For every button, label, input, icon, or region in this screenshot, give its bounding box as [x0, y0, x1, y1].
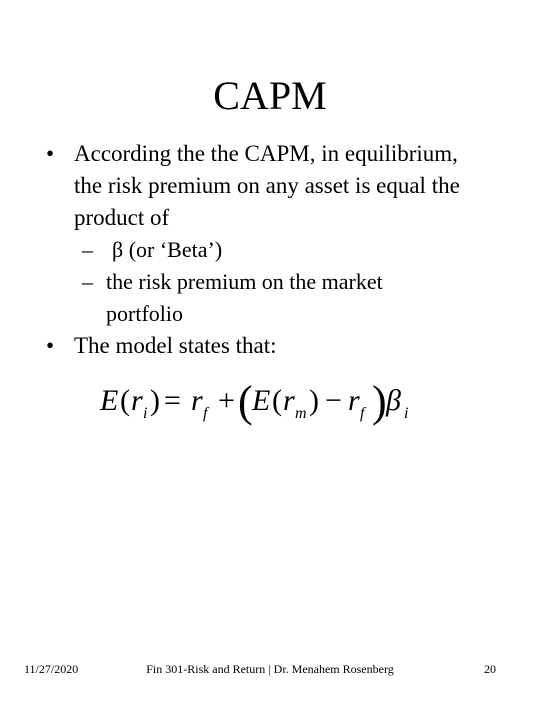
formula-plus: + — [218, 384, 235, 417]
bullet-marker: • — [46, 141, 55, 166]
sub-bullet-marker: – — [82, 269, 93, 294]
formula-r: r — [191, 384, 203, 417]
slide-title: CAPM — [213, 73, 327, 118]
formula-r: r — [348, 384, 360, 417]
formula-big-paren: ) — [372, 377, 387, 426]
formula-paren: ( — [272, 384, 282, 417]
bullet-marker: • — [46, 333, 55, 358]
formula-subscript: i — [143, 405, 148, 422]
formula-E: E — [100, 384, 119, 417]
formula-paren: ) — [150, 384, 160, 417]
formula-r: r — [131, 384, 143, 417]
sub-bullet-text-line: the risk premium on the market — [106, 269, 383, 294]
bullet-text-line: the risk premium on any asset is equal the — [74, 173, 460, 198]
formula-E: E — [252, 384, 271, 417]
sub-bullet-text — [112, 234, 512, 265]
formula-r: r — [283, 384, 295, 417]
formula-paren: ) — [309, 384, 319, 417]
formula-equals: = — [164, 384, 181, 417]
sub-bullet-label: (or ‘Beta’) — [123, 237, 223, 262]
footer-course-info: Fin 301-Risk and Return | Dr. Menahem Rosenberg — [146, 662, 394, 676]
formula-big-paren: ( — [238, 377, 253, 426]
bullet-text-line: The model states that: — [74, 333, 277, 358]
formula-beta: β — [386, 384, 401, 417]
footer-page-number: 20 — [484, 662, 496, 676]
capm-formula — [98, 372, 438, 432]
formula-subscript: m — [295, 405, 307, 422]
formula-subscript: f — [360, 405, 365, 422]
formula-subscript: i — [404, 405, 409, 422]
formula-minus: − — [325, 384, 342, 417]
beta-symbol: β — [112, 237, 124, 262]
bullet-text-line: product of — [74, 205, 170, 230]
sub-bullet-text-line: portfolio — [106, 301, 183, 326]
footer-date: 11/27/2020 — [24, 662, 79, 676]
bullet-text-line: According the the CAPM, in equilibrium, — [74, 141, 458, 166]
formula-paren: ( — [120, 384, 130, 417]
sub-bullet-marker: – — [82, 237, 93, 262]
formula-subscript: f — [203, 405, 208, 422]
